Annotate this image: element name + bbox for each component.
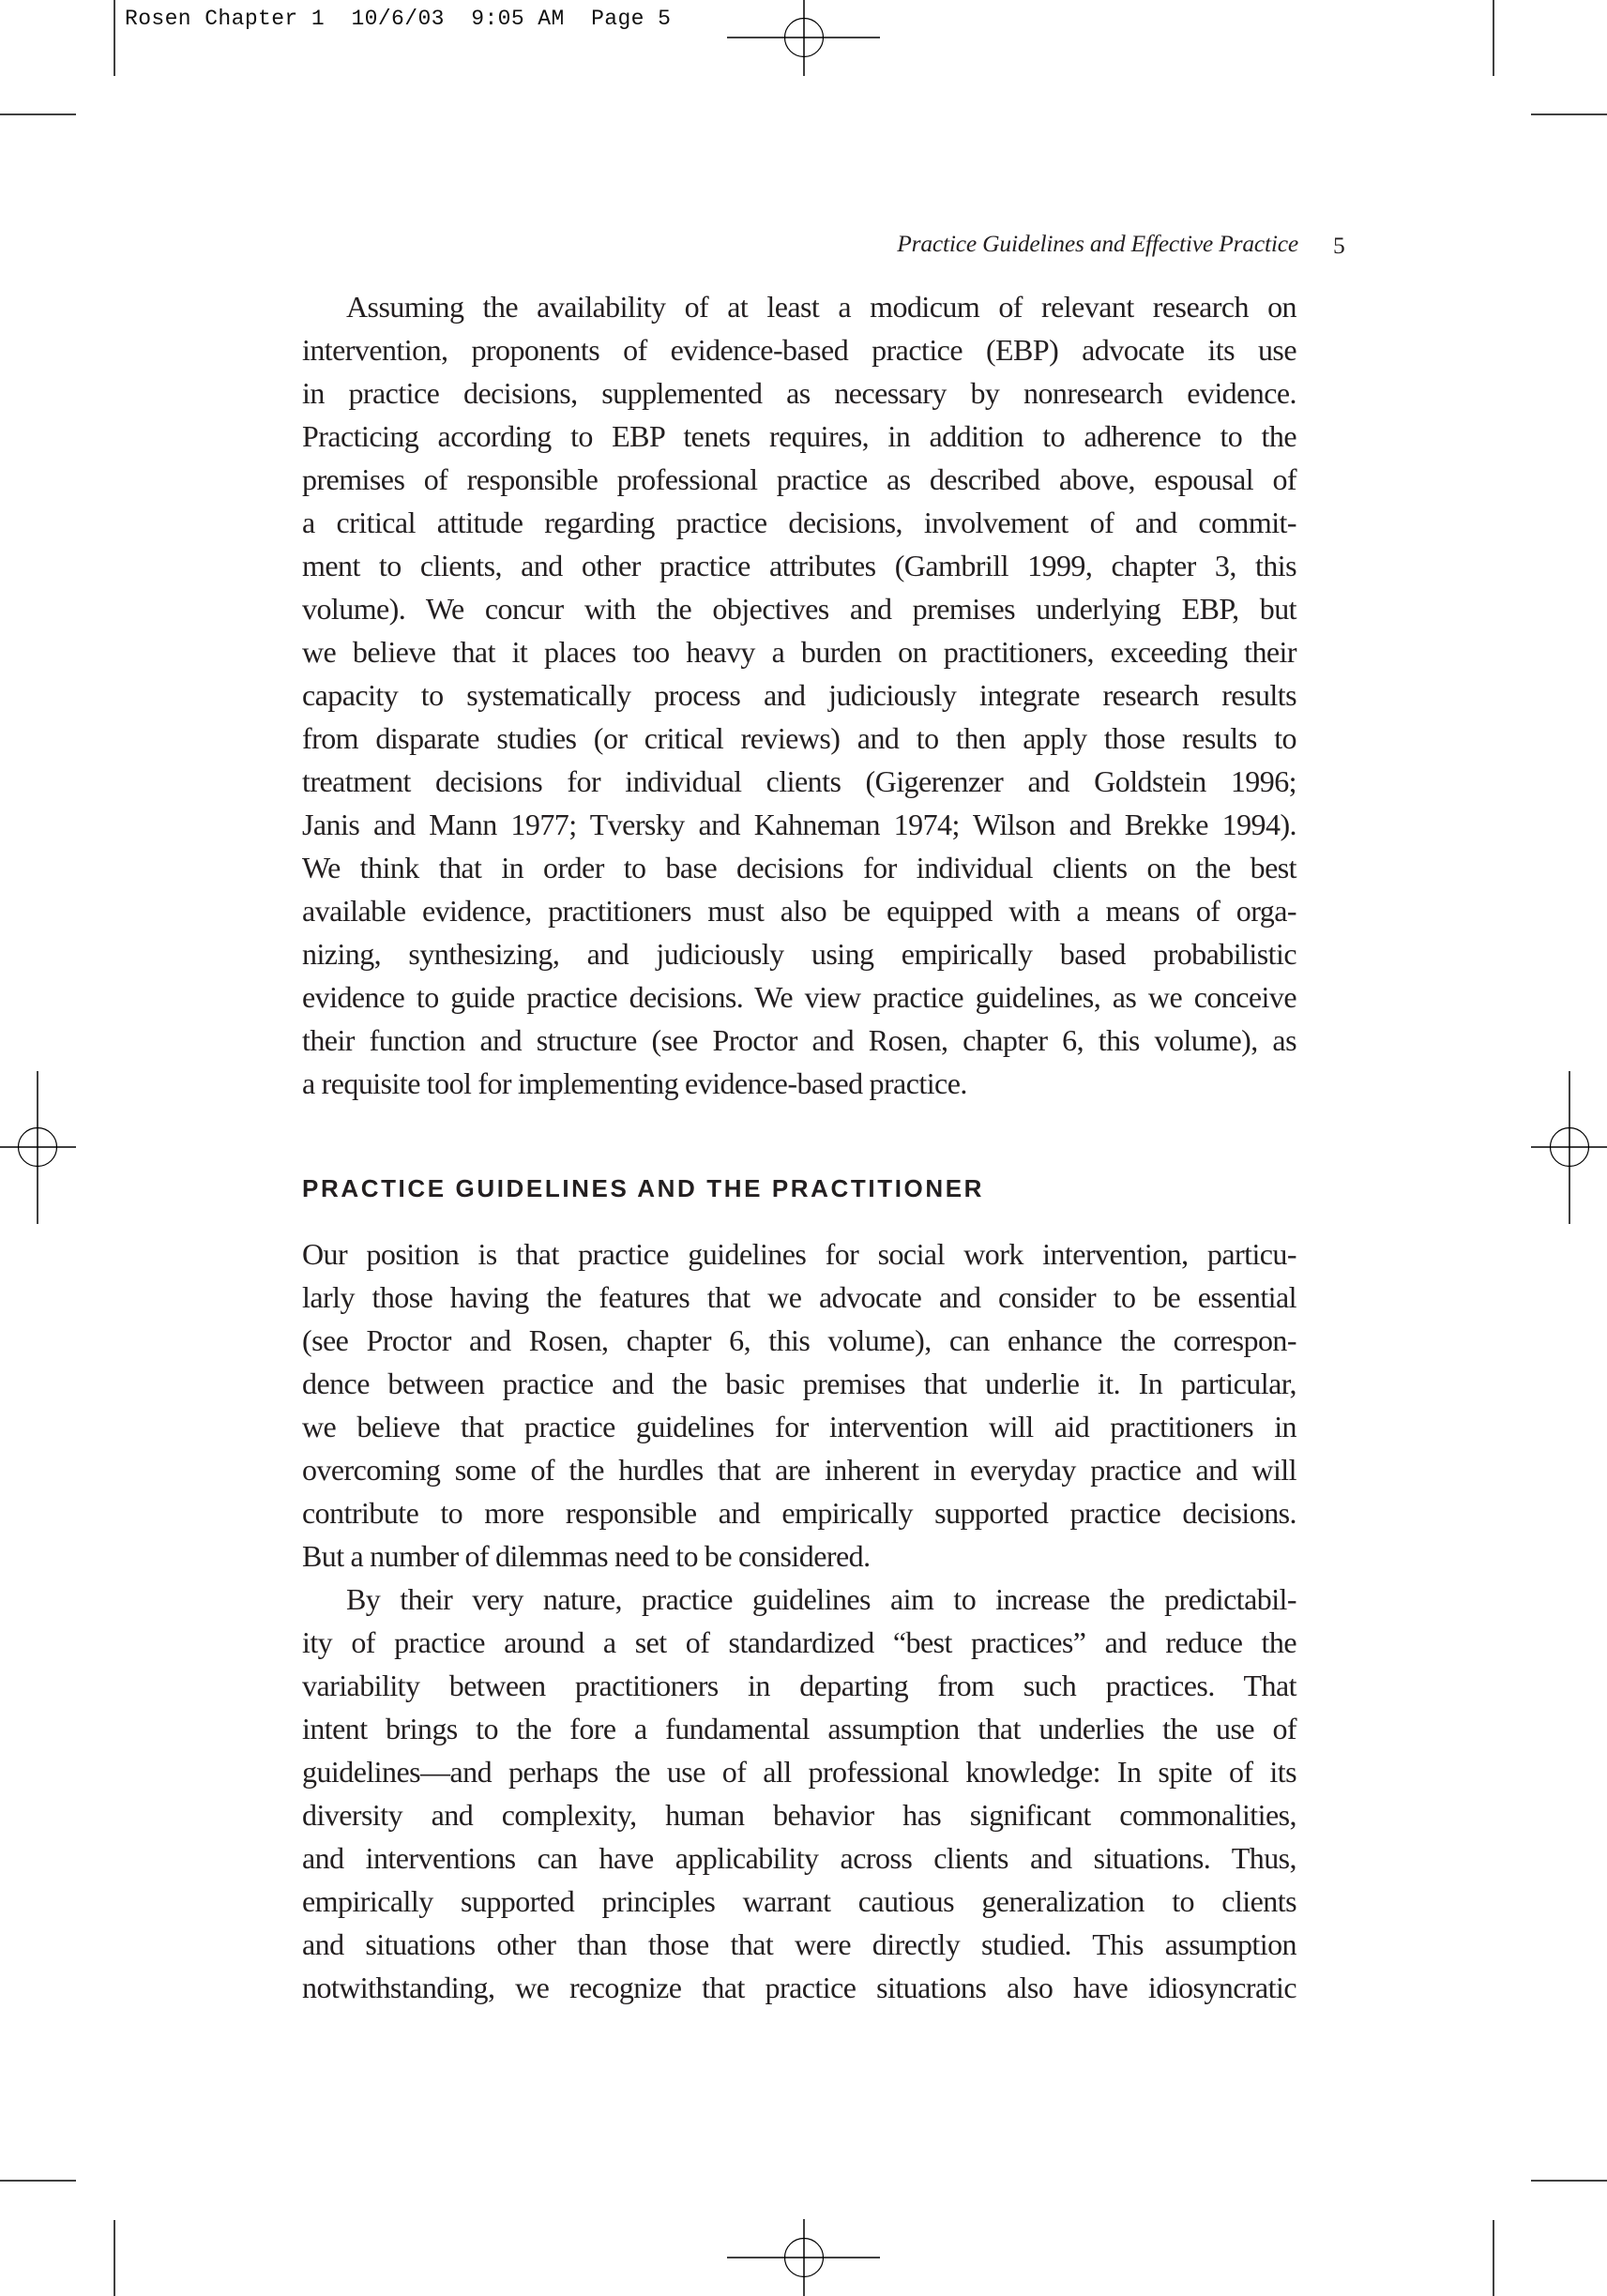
paragraph-2-line: we believe that practice guidelines for intervention will aid practitioners in xyxy=(302,1410,1296,1443)
paragraph-1-line: in practice decisions, supplemented as necessary by nonresearch evidence. xyxy=(302,376,1296,410)
paragraph-1-line: nizing, synthesizing, and judiciously using empirically based probabilistic xyxy=(302,937,1296,971)
registration-mark-bottom xyxy=(727,2219,880,2296)
paragraph-3-line: empirically supported principles warrant cautious generalization to clients xyxy=(302,1884,1296,1918)
paragraph-1-line: Janis and Mann 1977; Tversky and Kahneman 1974; Wilson and Brekke 1994). xyxy=(302,808,1296,841)
paragraph-2-line: dence between practice and the basic premises that underlie it. In particular, xyxy=(302,1367,1296,1400)
paragraph-3-line: and situations other than those that were directly studied. This assumption xyxy=(302,1927,1296,1961)
paragraph-1-line: their function and structure (see Proctor and Rosen, chapter 6, this volume), as xyxy=(302,1023,1296,1057)
paragraph-3-line: and interventions can have applicability across clients and situations. Thus, xyxy=(302,1841,1296,1875)
paragraph-1-line: treatment decisions for individual clients (Gigerenzer and Goldstein 1996; xyxy=(302,764,1296,798)
paragraph-2-line: (see Proctor and Rosen, chapter 6, this volume), can enhance the correspon- xyxy=(302,1323,1296,1357)
paragraph-3-line: ity of practice around a set of standardized “best practices” and reduce the xyxy=(302,1625,1296,1659)
paragraph-3-line: intent brings to the fore a fundamental assumption that underlies the use of xyxy=(302,1712,1296,1745)
paragraph-1-line: premises of responsible professional practice as described above, espousal of xyxy=(302,462,1296,496)
registration-mark-left xyxy=(0,1071,76,1224)
paragraph-1-line: Assuming the availability of at least a modicum of relevant research on xyxy=(346,290,1296,324)
paragraph-3-line: variability between practitioners in departing from such practices. That xyxy=(302,1669,1296,1702)
paragraph-3-line: By their very nature, practice guidelines aim to increase the predictabil- xyxy=(346,1582,1296,1616)
paragraph-1-line: a requisite tool for implementing evidence-based practice. xyxy=(302,1066,967,1100)
paragraph-1-line: a critical attitude regarding practice decisions, involvement of and commit- xyxy=(302,506,1296,539)
paragraph-1-line: We think that in order to base decisions for individual clients on the best xyxy=(302,851,1296,884)
paragraph-1-line: from disparate studies (or critical reviews) and to then apply those results to xyxy=(302,721,1296,755)
paragraph-1-line: we believe that it places too heavy a burden on practitioners, exceeding their xyxy=(302,635,1296,669)
paragraph-1-line: capacity to systematically process and judiciously integrate research results xyxy=(302,678,1296,712)
paragraph-2-line: larly those having the features that we advocate and consider to be essential xyxy=(302,1280,1296,1314)
paragraph-2-line: overcoming some of the hurdles that are inherent in everyday practice and will xyxy=(302,1453,1296,1487)
registration-mark-right xyxy=(1531,1071,1607,1224)
section-heading: PRACTICE GUIDELINES AND THE PRACTITIONER xyxy=(302,1174,985,1202)
registration-mark-top xyxy=(727,0,880,76)
paragraph-3-line: diversity and complexity, human behavior has significant commonalities, xyxy=(302,1798,1296,1832)
paragraph-2-line: contribute to more responsible and empirically supported practice decisions. xyxy=(302,1496,1296,1530)
paragraph-1-line: available evidence, practitioners must also be equipped with a means of orga- xyxy=(302,894,1296,928)
running-head-title: Practice Guidelines and Effective Practice xyxy=(897,230,1298,257)
paragraph-1-line: intervention, proponents of evidence-based practice (EBP) advocate its use xyxy=(302,333,1296,367)
paragraph-3-line: notwithstanding, we recognize that practice situations also have idiosyncratic xyxy=(302,1971,1296,2004)
paragraph-1-line: ment to clients, and other practice attributes (Gambrill 1999, chapter 3, this xyxy=(302,549,1296,582)
page-number: 5 xyxy=(1333,232,1345,259)
paragraph-1-line: volume). We concur with the objectives and premises underlying EBP, but xyxy=(302,592,1296,626)
paragraph-1-line: evidence to guide practice decisions. We view practice guidelines, as we conceive xyxy=(302,980,1296,1014)
paragraph-1-line: Practicing according to EBP tenets requires, in addition to adherence to the xyxy=(302,419,1296,453)
paragraph-3-line: guidelines—and perhaps the use of all professional knowledge: In spite of its xyxy=(302,1755,1296,1789)
paragraph-2-line: Our position is that practice guidelines for social work intervention, particu- xyxy=(302,1237,1296,1271)
paragraph-2-line: But a number of dilemmas need to be considered. xyxy=(302,1539,871,1573)
print-slug: Rosen Chapter 1 10/6/03 9:05 AM Page 5 xyxy=(125,7,672,31)
